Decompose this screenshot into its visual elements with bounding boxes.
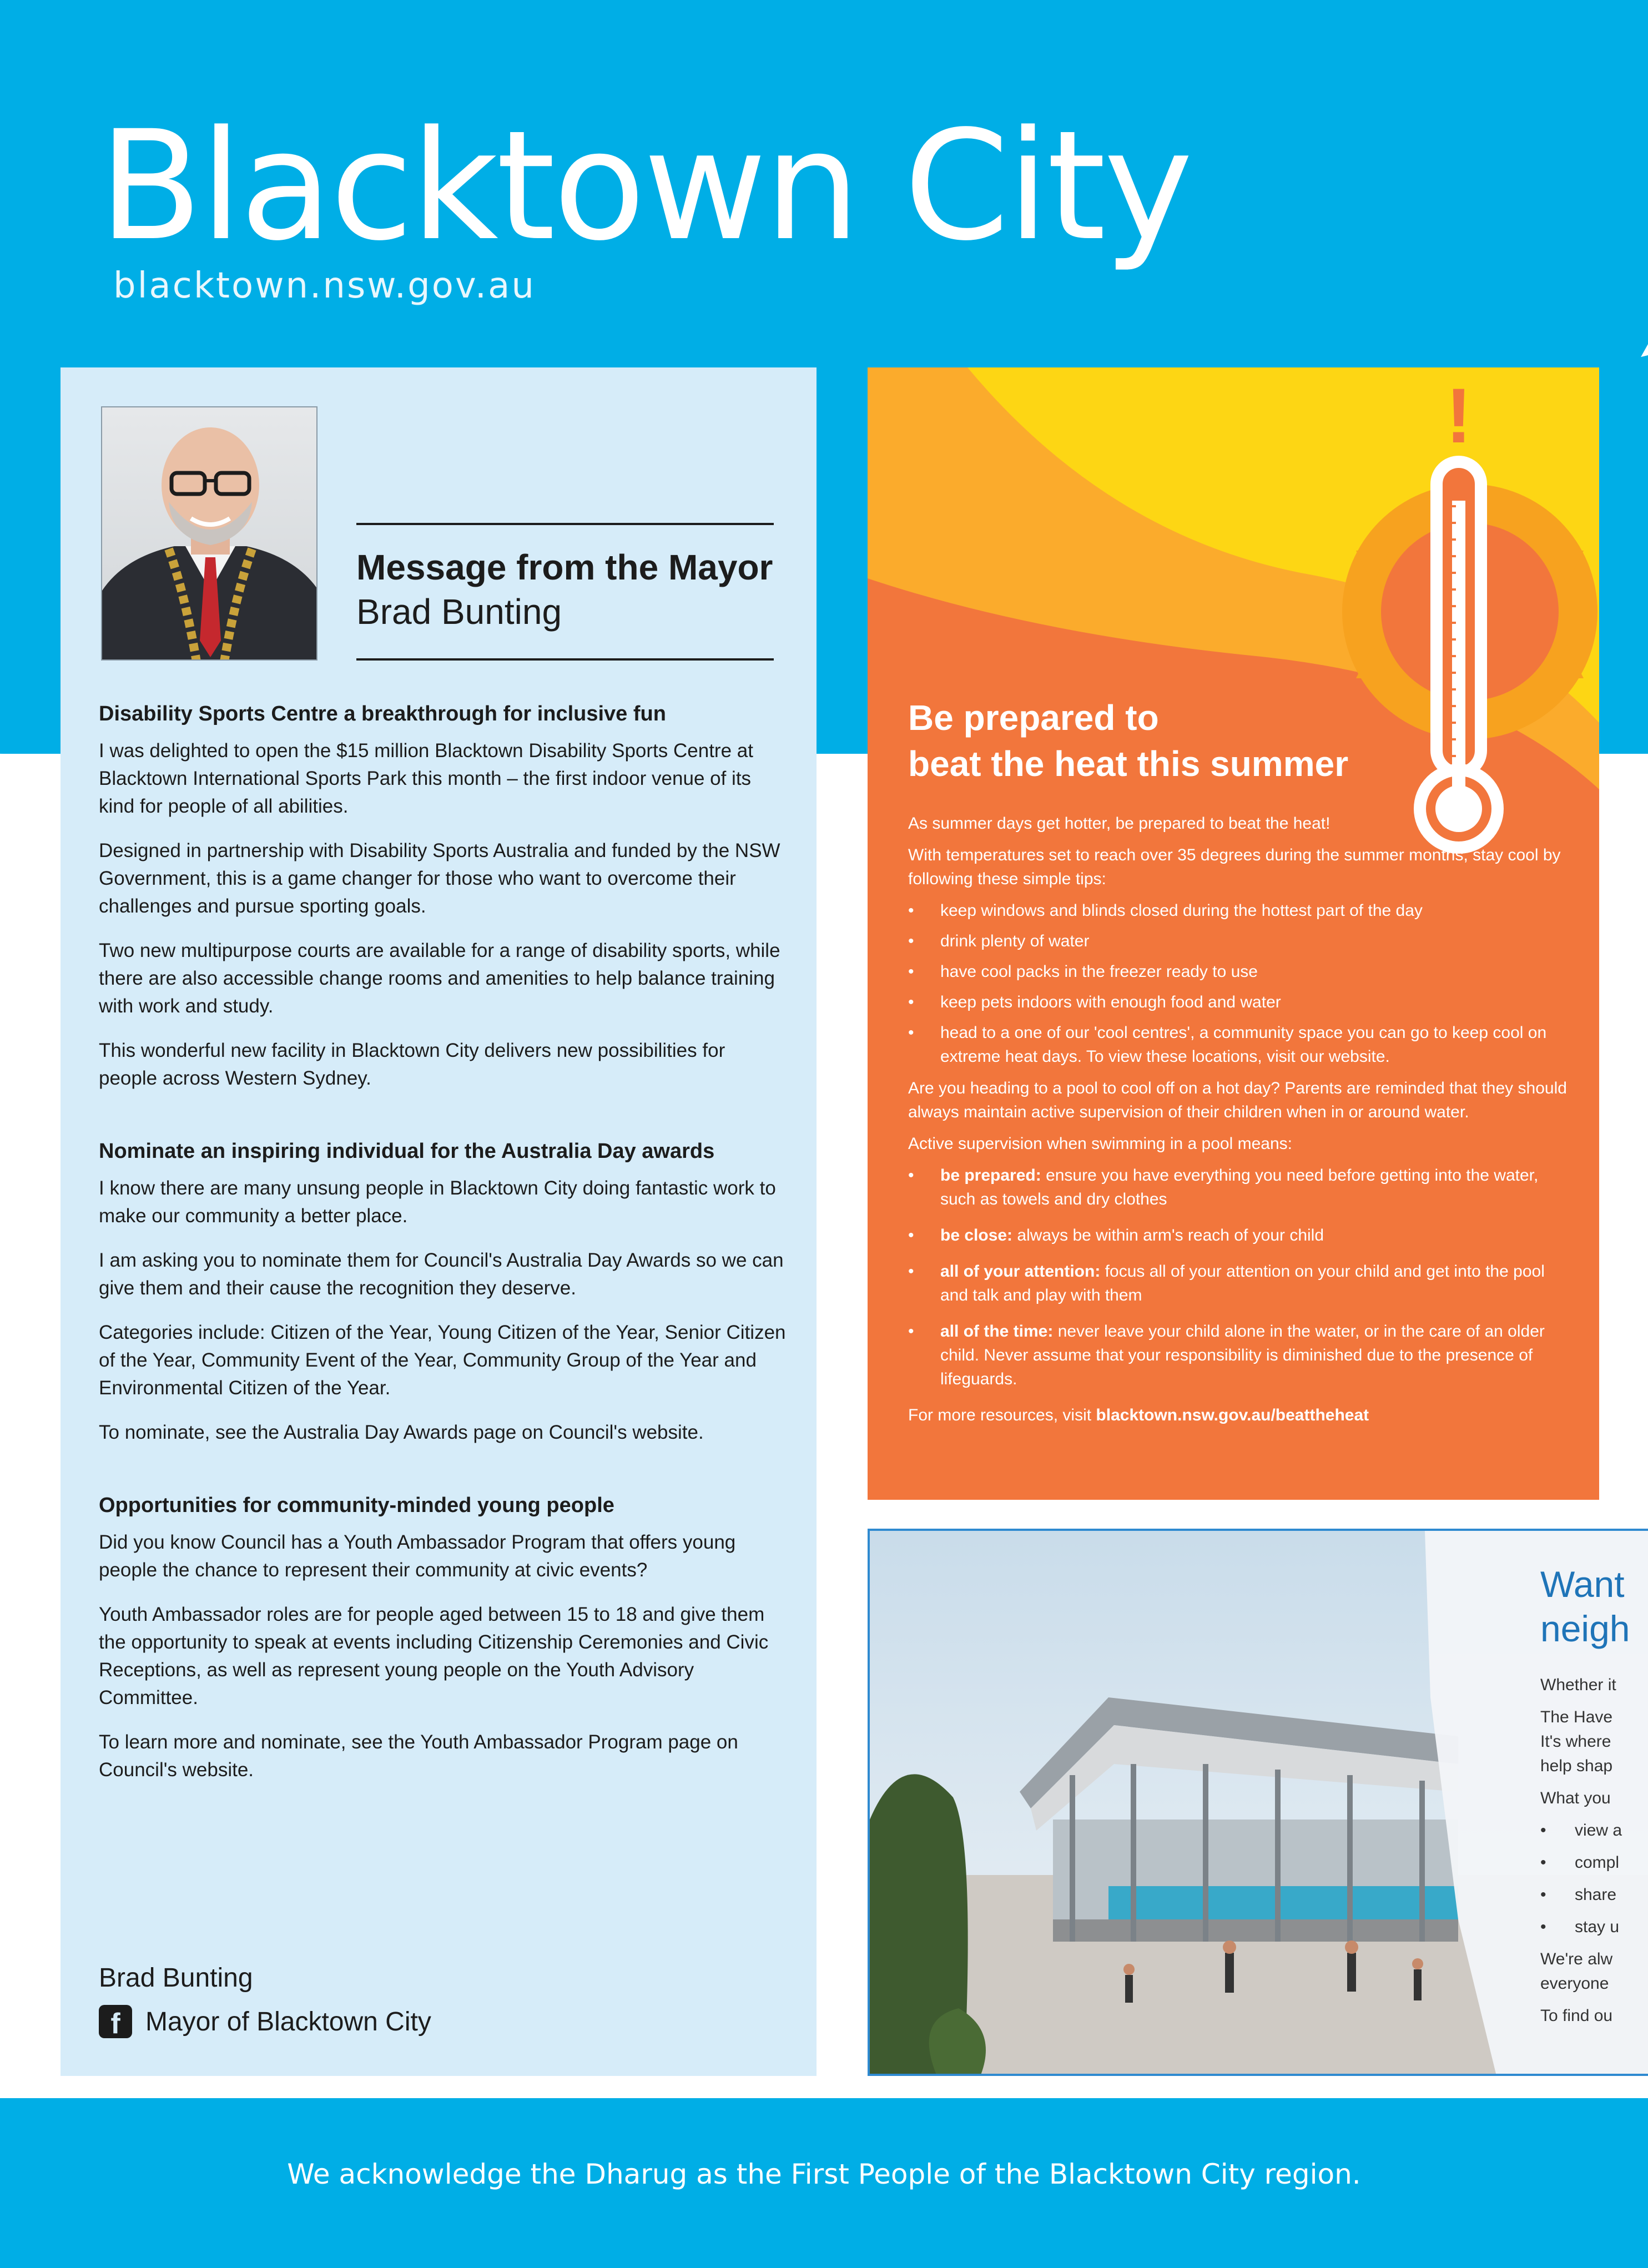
list-item: • have cool packs in the freezer ready to use	[908, 960, 1574, 984]
mayor-portrait-illustration	[102, 407, 317, 661]
list-item	[908, 1223, 1574, 1247]
paragraph: Designed in partnership with Disability Sports Australia and funded by the NSW Government, this is a game changer for those who want to overcome their challenges and pursue sporting goals.	[99, 840, 780, 917]
list-item: • compl	[1540, 1853, 1620, 1872]
thermometer-icon	[1420, 462, 1498, 848]
list-item-text: share	[1575, 1886, 1617, 1904]
list-item-text: ensure you have everything you need before getting into the water, such as towels and dry clothes	[940, 1166, 1539, 1208]
neighbourhood-text	[1540, 1562, 1648, 2036]
section-heading: Nominate an inspiring individual for the Australia Day awards	[99, 1140, 715, 1163]
heat-title	[908, 695, 1408, 787]
heat-title-line: Be prepared to	[908, 698, 1159, 738]
paragraph: This wonderful new facility in Blacktown City delivers new possibilities for people across Western Sydney.	[99, 1040, 725, 1089]
paragraph: To learn more and nominate, see the Youth Ambassador Program page on Council's website.	[99, 1731, 738, 1781]
facebook-icon[interactable]: f	[99, 2005, 132, 2038]
paragraph: I know there are many unsung people in Blacktown City doing fantastic work to make our community a better place.	[99, 1177, 776, 1227]
heat-title-line: beat the heat this summer	[908, 744, 1349, 784]
paragraph: Two new multipurpose courts are available for a range of disability sports, while there are also accessible change rooms and amenities to help balance training with work and study.	[99, 940, 780, 1017]
mayor-heading-block	[356, 523, 774, 661]
heat-intro: As summer days get hotter, be prepared to beat the heat!	[908, 814, 1331, 833]
mayor-photo	[101, 406, 317, 661]
list-item: • drink plenty of water	[908, 929, 1574, 953]
beat-the-heat-panel	[868, 367, 1599, 1500]
supervision-list	[908, 1163, 1574, 1391]
mayor-name: Brad Bunting	[356, 592, 562, 632]
list-item: • view a	[1540, 1821, 1622, 1839]
website-link[interactable]: blacktown.nsw.gov.au	[113, 265, 536, 306]
footer	[0, 2098, 1648, 2268]
heat-tips-list	[908, 899, 1574, 1069]
heat-tips-intro: With temperatures set to reach over 35 degrees during the summer months, stay cool by following these simple tips:	[908, 846, 1561, 888]
list-item: • share	[1540, 1886, 1617, 1904]
list-item-text: focus all of your attention on your child and get into the pool and talk and play with them	[940, 1262, 1545, 1304]
paragraph-line: We're alw	[1540, 1950, 1613, 1968]
mayor-heading: Message from the Mayor	[356, 547, 773, 587]
list-item-text: never leave your child alone in the water, or in the care of an older child. Never assume that your responsibility is diminished due to the presence of lifeguards.	[940, 1322, 1545, 1388]
acknowledgement: We acknowledge the Dharug as the First People of the Blacktown City region.	[287, 2158, 1361, 2190]
list-item: • keep windows and blinds closed during the hottest part of the day	[908, 899, 1574, 923]
resources-prefix: For more resources, visit	[908, 1406, 1092, 1424]
list-item: • stay u	[1540, 1918, 1620, 1936]
list-item	[908, 1319, 1574, 1391]
list-item-label: all of your attention:	[940, 1262, 1101, 1281]
signature-name: Brad Bunting	[99, 1963, 253, 1993]
exclamation-mark: !	[1445, 372, 1472, 459]
signature-role-row[interactable]	[99, 2005, 431, 2038]
mayor-signature	[99, 1960, 431, 2038]
list-item	[908, 1163, 1574, 1211]
list-item-text: compl	[1575, 1853, 1620, 1872]
paragraph: To nominate, see the Australia Day Awards page on Council's website.	[99, 1422, 704, 1443]
paragraph: Categories include: Citizen of the Year, Young Citizen of the Year, Senior Citizen of the Year, Community Event of the Year, Community Group of the Year and Environmental Citizen of the Year.	[99, 1322, 786, 1399]
heat-body	[908, 812, 1574, 1435]
list-item: • head to a one of our 'cool centres', a community space you can go to keep cool on extreme heat days. To view these locations, visit our website.	[908, 1021, 1574, 1069]
paragraph: To find ou	[1540, 2007, 1613, 2025]
paragraph: Youth Ambassador roles are for people aged between 15 to 18 and give them the opportunity to speak at events including Citizenship Ceremonies and Civic Receptions, as well as represent young people on the Youth Advisory Committee.	[99, 1604, 769, 1708]
neighbourhood-title-line: Want	[1540, 1564, 1625, 1605]
signature-role[interactable]: Mayor of Blacktown City	[145, 2007, 431, 2037]
paragraph: I was delighted to open the $15 million Blacktown Disability Sports Centre at Blacktown International Sports Park this month – the first indoor venue of its kind for people of all abilities.	[99, 740, 753, 817]
paragraph-line: The Have	[1540, 1708, 1613, 1726]
pool-building-illustration	[870, 1531, 1648, 2076]
list-item-label: be close:	[940, 1226, 1013, 1244]
list-item	[908, 1259, 1574, 1307]
page-title: Blacktown City	[99, 99, 1191, 274]
paragraph: Whether it	[1540, 1676, 1616, 1694]
section-heading: Disability Sports Centre a breakthrough for inclusive fun	[99, 702, 666, 725]
mayor-message-body	[99, 699, 787, 1801]
paragraph-line: It's where	[1540, 1732, 1611, 1751]
pool-text: Are you heading to a pool to cool off on a hot day? Parents are reminded that they should always maintain active supervision of their children when in or around water.	[908, 1079, 1567, 1121]
list-item-text: view a	[1575, 1821, 1622, 1839]
paragraph: What you	[1540, 1789, 1611, 1807]
section-heading: Opportunities for community-minded young people	[99, 1494, 614, 1517]
paragraph-line: help shap	[1540, 1757, 1613, 1775]
list-item: • keep pets indoors with enough food and water	[908, 990, 1574, 1014]
mayor-message-panel	[61, 367, 817, 2076]
list-item-label: all of the time:	[940, 1322, 1054, 1340]
paragraph: Did you know Council has a Youth Ambassador Program that offers young people the chance to represent their community at civic events?	[99, 1531, 736, 1581]
resources-link[interactable]: blacktown.nsw.gov.au/beattheheat	[1096, 1406, 1369, 1424]
neighbourhood-panel	[868, 1529, 1648, 2076]
neighbourhood-title-line: neigh	[1540, 1608, 1630, 1649]
list-item-text: stay u	[1575, 1918, 1620, 1936]
list-item-text: always be within arm's reach of your child	[1017, 1226, 1324, 1244]
paragraph-line: everyone	[1540, 1974, 1609, 1993]
supervision-intro: Active supervision when swimming in a pool means:	[908, 1135, 1292, 1153]
list-item-label: be prepared:	[940, 1166, 1041, 1185]
resources-line	[908, 1403, 1574, 1427]
paragraph: I am asking you to nominate them for Council's Australia Day Awards so we can give them and their cause the recognition they deserve.	[99, 1249, 784, 1299]
